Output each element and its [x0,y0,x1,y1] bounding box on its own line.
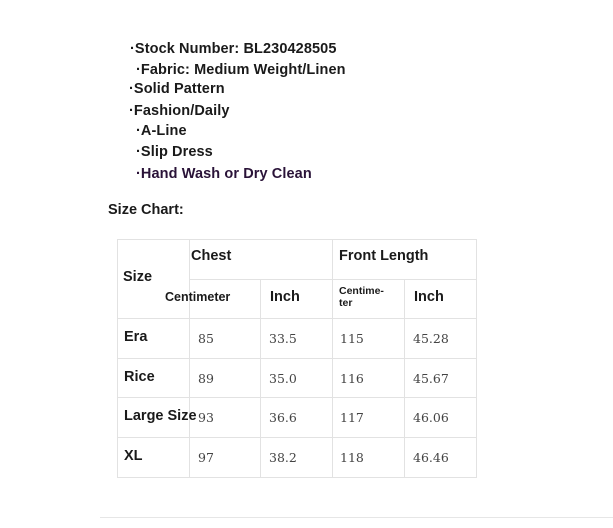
size-chart-table [117,239,477,478]
length-cm-value: 118 [340,450,364,465]
table-divider [117,318,477,319]
spec-silhouette: ·A-Line [136,123,187,139]
row-size-label: Era [124,329,148,345]
chest-inch-value: 38.2 [269,450,297,465]
length-inch-value: 46.06 [413,410,449,425]
chest-inch-value: 33.5 [269,331,297,346]
header-length-inch: Inch [414,289,444,305]
row-size-label: XL [124,448,143,464]
length-inch-value: 46.46 [413,450,449,465]
table-border [117,239,118,478]
spec-care-instructions: ·Hand Wash or Dry Clean [136,166,312,182]
table-divider [260,279,261,478]
section-divider [100,517,613,518]
table-divider [189,239,190,478]
spec-stock-number: ·Stock Number: BL230428505 [130,41,337,57]
table-divider [404,279,405,478]
chest-inch-value: 36.6 [269,410,297,425]
table-border [476,239,477,478]
header-chest: Chest [191,248,232,264]
spec-pattern: ·Solid Pattern [129,81,225,97]
row-size-label: Large Size [124,408,197,424]
header-chest-inch: Inch [270,289,300,305]
chest-cm-value: 93 [198,410,214,425]
table-divider [117,397,477,398]
table-divider [117,437,477,438]
table-divider [332,239,333,478]
length-cm-value: 115 [340,331,364,346]
length-inch-value: 45.28 [413,331,449,346]
spec-dress-type: ·Slip Dress [136,144,213,160]
length-cm-value: 117 [340,410,364,425]
spec-fabric: ·Fabric: Medium Weight/Linen [136,62,346,78]
header-size: Size [123,269,153,285]
header-chest-centimeter: Centimeter [165,290,231,304]
chest-inch-value: 35.0 [269,371,297,386]
chest-cm-value: 97 [198,450,214,465]
length-inch-value: 45.67 [413,371,449,386]
table-border [117,239,477,240]
chest-cm-value: 89 [198,371,214,386]
chest-cm-value: 85 [198,331,214,346]
spec-style: ·Fashion/Daily [129,103,230,119]
table-divider [117,358,477,359]
size-chart-title: Size Chart: [108,202,184,218]
row-size-label: Rice [124,369,155,385]
header-length-centimeter: Centime-ter [339,285,384,309]
table-divider [189,279,477,280]
table-border [117,477,477,478]
header-front-length: Front Length [339,248,429,264]
length-cm-value: 116 [340,371,364,386]
